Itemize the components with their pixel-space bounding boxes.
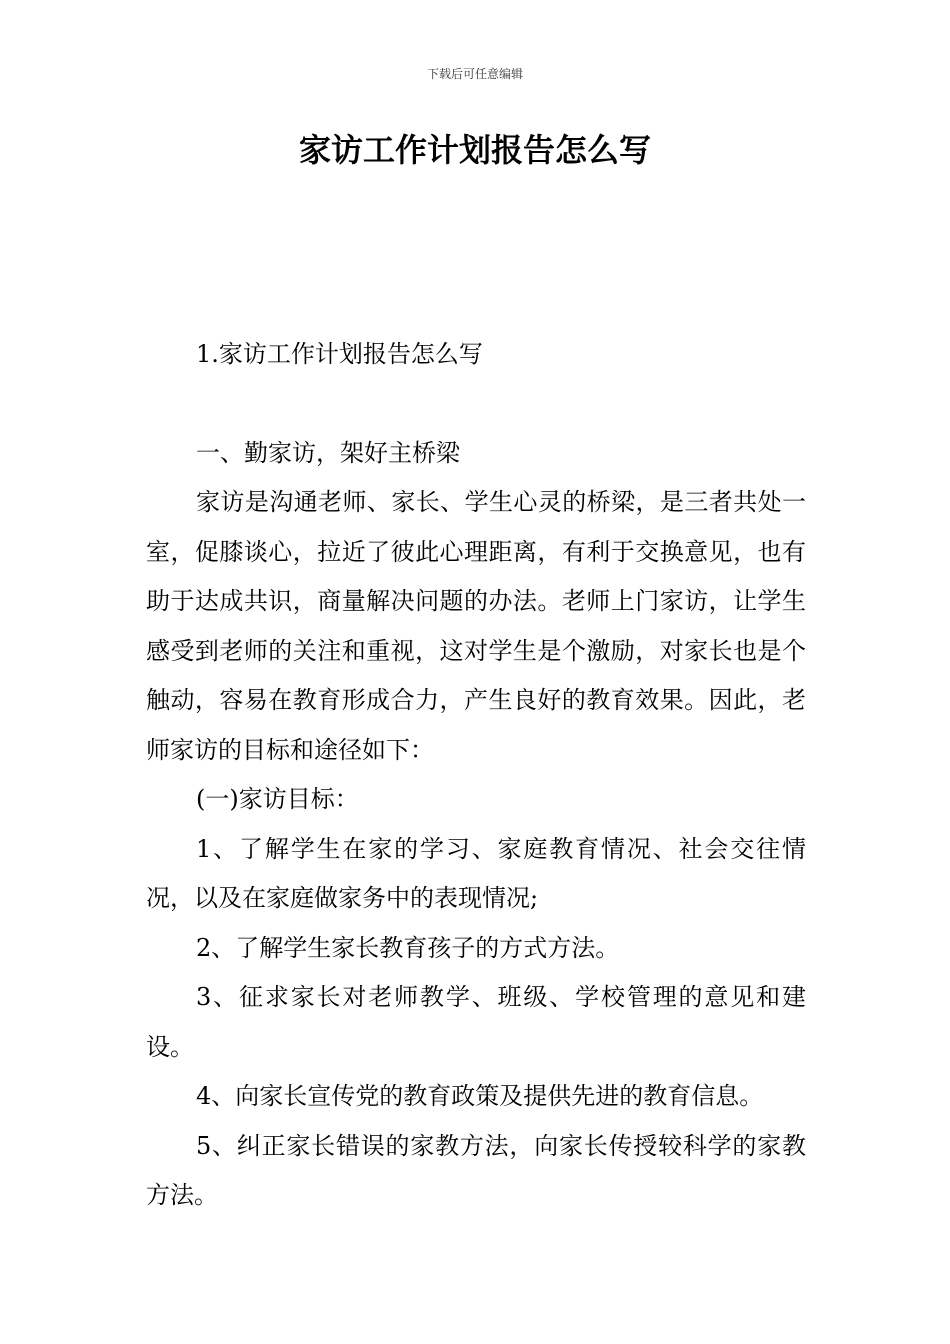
paragraph-goal-3: 3、征求家长对老师教学、班级、学校管理的意见和建设。	[146, 983, 806, 1061]
paragraph-goal-5: 5、纠正家长错误的家教方法，向家长传授较科学的家教方法。	[146, 1131, 806, 1209]
paragraph-goals-heading: (一)家访目标：	[196, 785, 359, 813]
paragraph-goal-4: 4、向家长宣传党的教育政策及提供先进的教育信息。	[196, 1082, 764, 1110]
paragraph-subheading: 一、勤家访，架好主桥梁	[196, 438, 460, 467]
header-note: 下载后可任意编辑	[426, 67, 523, 81]
paragraph-intro: 家访是沟通老师、家长、学生心灵的桥梁，是三者共处一室，促膝谈心，拉近了彼此心理距离，有利于交换意见，也有助于达成共识，商量解决问题的办法。老师上门家访，让学生感受到老师的关注和重视，这对学生是个激励，对家长也是个触动，容易在教育形成合力，产生良好的教育效果。因此，老师家访的目标和途径如下：	[146, 488, 806, 764]
section-heading: 1.家访工作计划报告怎么写	[196, 340, 483, 368]
document-title: 家访工作计划报告怎么写	[298, 131, 651, 169]
document-body	[146, 330, 806, 1221]
paragraph-goal-1: 1、了解学生在家的学习、家庭教育情况、社会交往情况，以及在家庭做家务中的表现情况;	[146, 834, 806, 912]
paragraph-goal-2: 2、了解学生家长教育孩子的方式方法。	[196, 933, 620, 962]
